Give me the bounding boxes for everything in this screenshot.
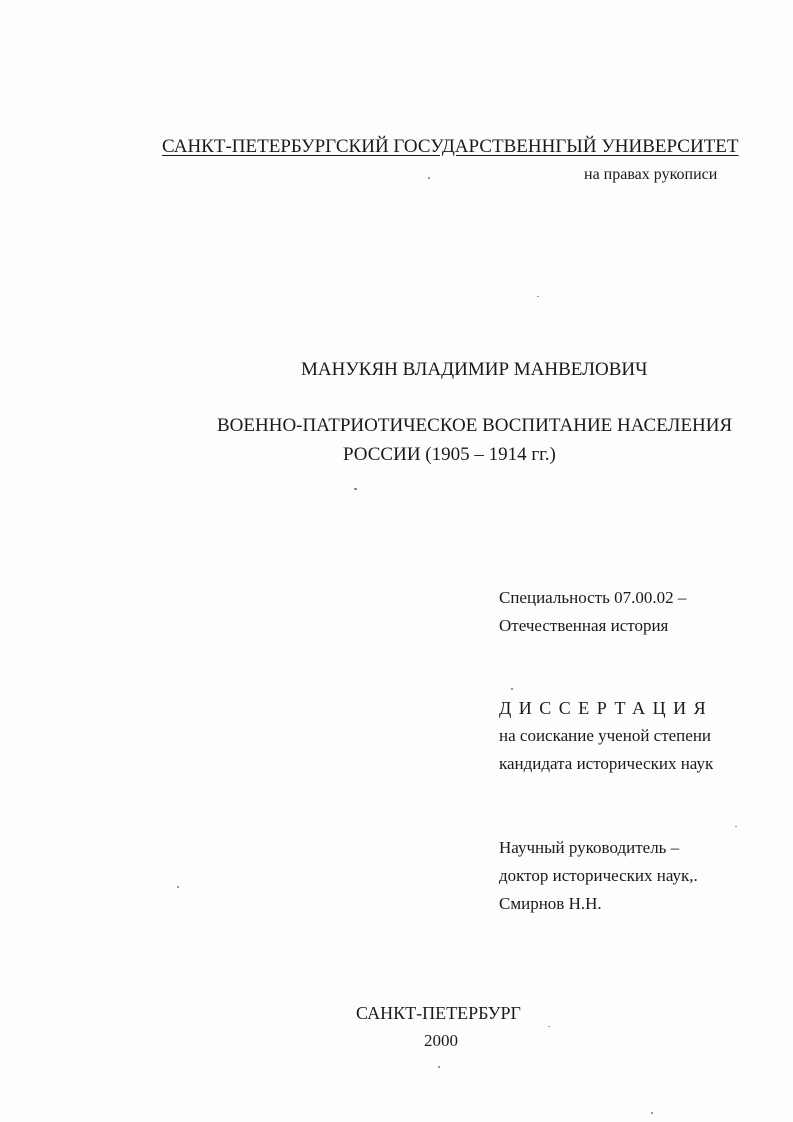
year: 2000 bbox=[424, 1031, 458, 1050]
degree-name: кандидата исторических наук bbox=[499, 754, 714, 773]
degree-purpose: на соискание ученой степени bbox=[499, 726, 712, 745]
specialty-code: Специальность 07.00.02 – bbox=[499, 588, 687, 607]
dissertation-title-line-2: РОССИИ (1905 – 1914 гг.) bbox=[343, 444, 556, 465]
author-name: МАНУКЯН ВЛАДИМИР МАНВЕЛОВИЧ bbox=[301, 359, 648, 380]
specialty-block bbox=[499, 584, 686, 640]
university-name: САНКТ-ПЕТЕРБУРГСКИЙ ГОСУДАРСТВЕННГЫЙ УНИВЕРСИТЕТ bbox=[162, 136, 739, 157]
dissertation-heading: ДИССЕРТАЦИЯ bbox=[499, 698, 714, 718]
manuscript-rights-note: на правах рукописи bbox=[584, 166, 718, 183]
supervisor-label: Научный руководитель – bbox=[499, 838, 680, 857]
supervisor-degree: доктор исторических наук,. bbox=[499, 866, 698, 885]
specialty-name: Отечественная история bbox=[499, 616, 669, 635]
dissertation-title-line-1: ВОЕННО-ПАТРИОТИЧЕСКОЕ ВОСПИТАНИЕ НАСЕЛЕНИЯ bbox=[217, 415, 733, 436]
supervisor-name: Смирнов Н.Н. bbox=[499, 894, 602, 913]
dissertation-block bbox=[499, 694, 713, 778]
city: САНКТ-ПЕТЕРБУРГ bbox=[356, 1003, 521, 1023]
supervisor-block bbox=[499, 834, 698, 918]
